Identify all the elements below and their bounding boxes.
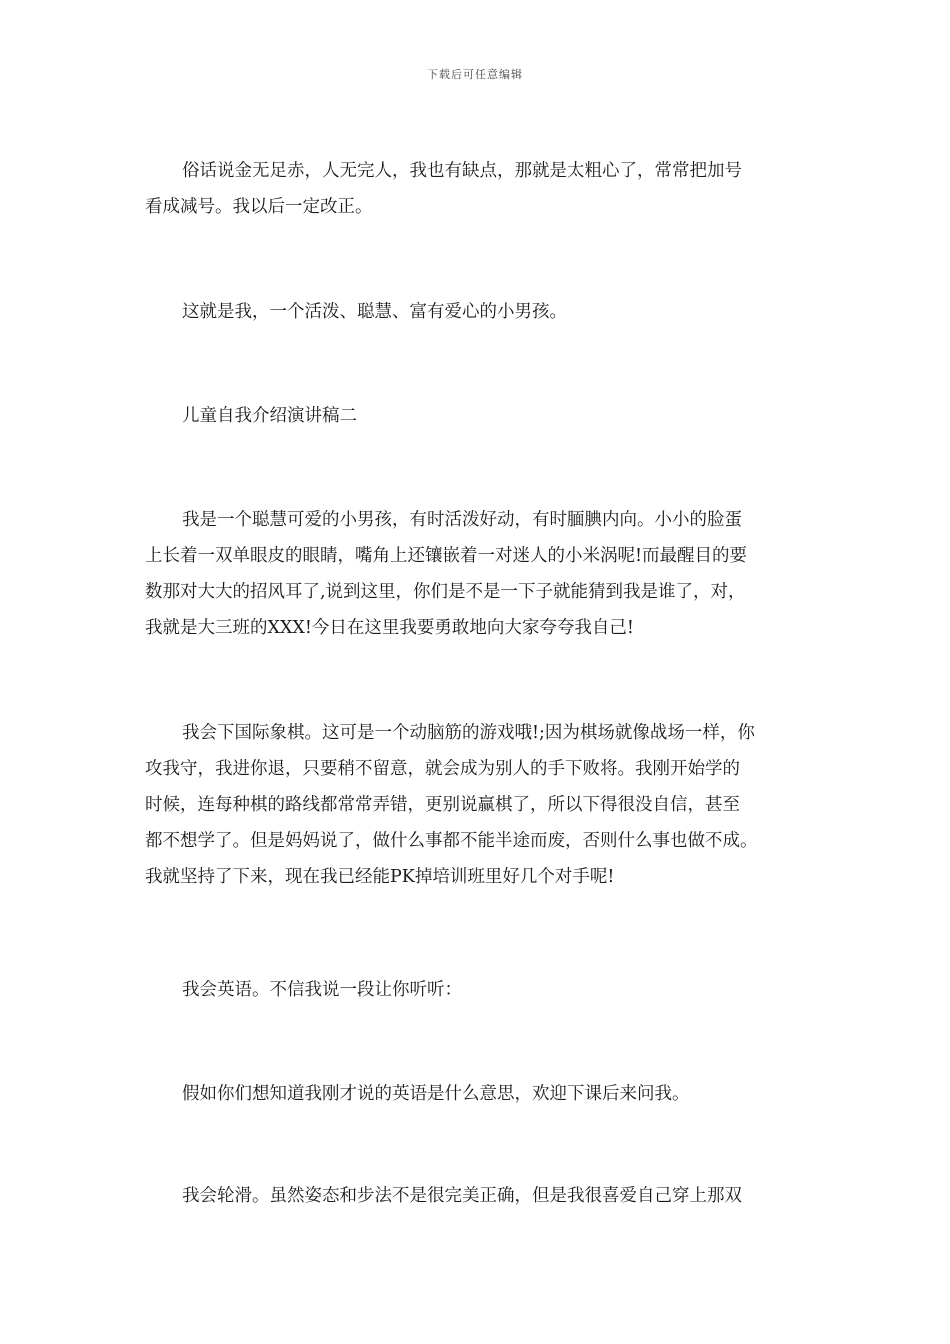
- text-line: 看成减号。我以后一定改正。: [145, 197, 373, 217]
- paragraph: [145, 715, 825, 895]
- paragraph: [145, 1178, 825, 1214]
- page-header: 下载后可任意编辑: [427, 68, 523, 81]
- paragraph: [145, 153, 825, 225]
- section-heading: [145, 398, 825, 434]
- paragraph: [145, 1076, 825, 1112]
- text-line: 假如你们想知道我刚才说的英语是什么意思，欢迎下课后来问我。: [182, 1084, 690, 1104]
- text-line: 这就是我，一个活泼、聪慧、富有爱心的小男孩。: [182, 302, 567, 322]
- paragraph: [145, 972, 825, 1008]
- text-line: 上长着一双单眼皮的眼睛，嘴角上还镶嵌着一对迷人的小米涡呢!而最醒目的要: [145, 546, 748, 566]
- text-line: 我会英语。不信我说一段让你听听：: [182, 980, 462, 1000]
- text-line: 都不想学了。但是妈妈说了，做什么事都不能半途而废，否则什么事也做不成。: [145, 831, 758, 851]
- text-line: 我就坚持了下来，现在我已经能PK掉培训班里好几个对手呢!: [145, 867, 615, 887]
- paragraph: [145, 294, 825, 330]
- paragraph: [145, 502, 825, 646]
- text-line: 数那对大大的招风耳了,说到这里，你们是不是一下子就能猜到我是谁了，对，: [145, 582, 746, 602]
- text-line: 我就是大三班的XXX!今日在这里我要勇敢地向大家夸夸我自己!: [145, 618, 634, 638]
- text-line: 俗话说金无足赤，人无完人，我也有缺点，那就是太粗心了，常常把加号: [182, 161, 742, 181]
- text-line: 攻我守，我进你退，只要稍不留意，就会成为别人的手下败将。我刚开始学的: [145, 759, 740, 779]
- text-line: 我会轮滑。虽然姿态和步法不是很完美正确，但是我很喜爱自己穿上那双: [182, 1186, 742, 1206]
- text-line: 时候，连每种棋的路线都常常弄错，更别说赢棋了，所以下得很没自信，甚至: [145, 795, 740, 815]
- text-line: 儿童自我介绍演讲稿二: [182, 406, 357, 426]
- text-line: 我会下国际象棋。这可是一个动脑筋的游戏哦!;因为棋场就像战场一样，你: [182, 723, 755, 743]
- text-line: 我是一个聪慧可爱的小男孩，有时活泼好动，有时腼腆内向。小小的脸蛋: [182, 510, 742, 530]
